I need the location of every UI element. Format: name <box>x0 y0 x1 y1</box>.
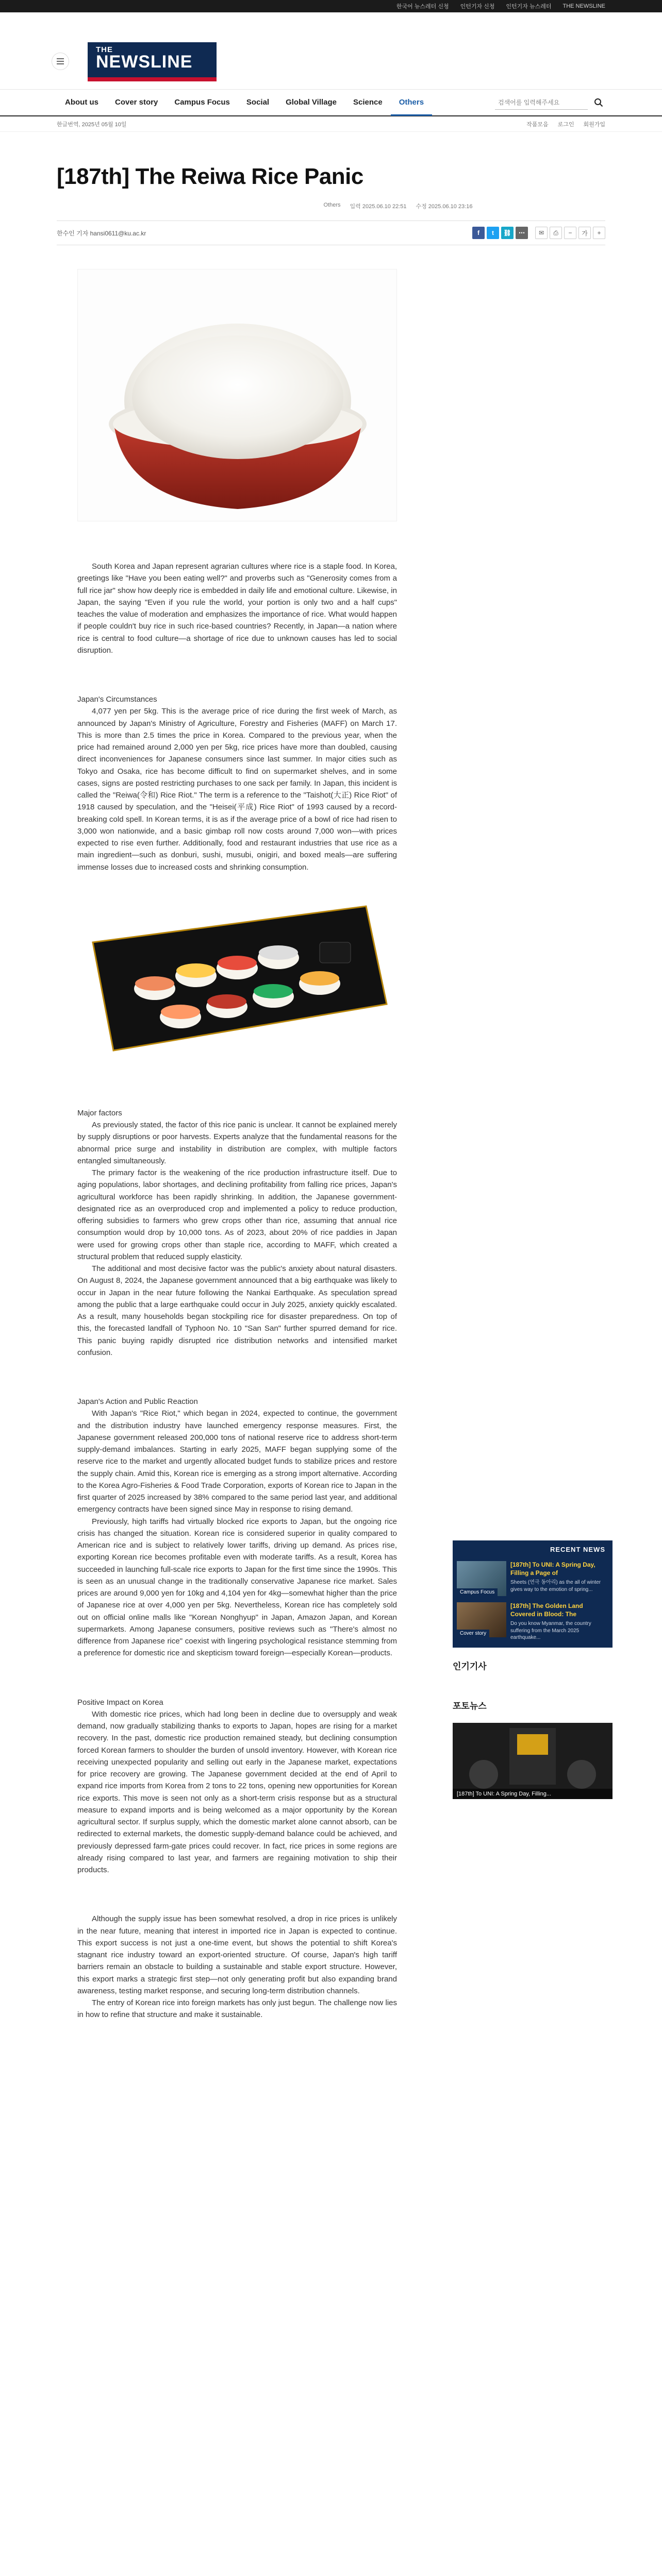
paragraph-action-2: Previously, high tariffs had virtually blocked rice exports to Japan, but the ongoing rice crisis has changed the situation. Korean rice is considered superior in quality compared to American rice and is subject to relatively lower tariffs, driving up demand. As prices rise, exporting Korean rice becomes profitable even with moderate tariffs. As a result, Korea has succeeded in launching full-scale rice exports to Japan for the first time since the 1990s. This is seen as an unusual change in the traditionally conservative Japanese rice market. Sales prices are around 9,000 yen for 10kg and 4,104 yen for 4kg—somewhat higher than the price of Japanese rice at over 4,000 yen per 5kg. Nevertheless, Korean rice has completely sold out on official online malls like "Korean Nonghyup" in Japan, Amazon Japan, and Korean supermarkets. Among Japanese consumers, positive reviews such as "There's almost no difference from Japanese rice" coexist with lingering psychological resistance stemming from a preference for domestic rice and skepticism toward foreign—especially Korean—products. <box>77 1517 397 1658</box>
topbar-link-newsletter-ko[interactable]: 한국어 뉴스레터 신청 <box>396 4 449 10</box>
hamburger-menu-button[interactable] <box>52 53 69 70</box>
recent-news-thumbnail <box>457 1602 506 1637</box>
paragraph-conclusion-2: The entry of Korean rice into foreign markets has only just begun. The challenge now lies in how to refine that structure and make it sustainable. <box>77 1998 397 2020</box>
popular-articles-heading: 인기기사 <box>453 1661 487 1671</box>
recent-news-desc: Sheets (연극 동아리) as the all of winter gives way to the emotion of spring... <box>510 1580 601 1592</box>
byline: 한수인 기자 hansi0611@ku.ac.kr <box>57 229 146 237</box>
twitter-share-icon[interactable]: t <box>487 227 499 239</box>
photo-news-caption: [187th] To UNI: A Spring Day, Filling... <box>453 1789 613 1799</box>
sushi-photo <box>77 886 397 1071</box>
share-toolbar <box>472 227 605 239</box>
hamburger-icon <box>57 58 64 64</box>
recent-news-title: [187th] The Golden Land Covered in Blood: The <box>510 1602 583 1618</box>
search-box <box>495 95 605 110</box>
paragraph-action-1: With Japan's "Rice Riot," which began in 2024, expected to continue, the government and the distribution industry have launched emergency response measures. First, the Japanese government released 200,000 tons of national reserve rice to address short-term supply-demand imbalances. Starting in early 2025, MAFF began supplying some of the reserve rice to the market and urgently allocated budget funds to stabilize prices and restore the supply chain. Amid this, Korean rice is emerging as a strong import alternative. According to the Korea Agro-Fisheries & Food Trade Corporation, exports of Korean rice to Japan in the first quarter of 2025 increased by 38% compared to the same period last year, and additional emergency contracts have been signed since May in response to rising demand. <box>77 1409 397 1514</box>
nav-item-cover-story[interactable]: Cover story <box>115 98 158 107</box>
section-heading-action: Japan's Action and Public Reaction <box>77 1397 198 1406</box>
recent-news-item[interactable] <box>453 1558 613 1599</box>
topbar-link-intern-newsletter[interactable]: 인턴기자 뉴스레터 <box>506 4 552 10</box>
section-heading-circumstances: Japan's Circumstances <box>77 695 157 704</box>
section-heading-factors: Major factors <box>77 1108 122 1117</box>
photo-news-heading: 포토뉴스 <box>453 1701 487 1711</box>
subbar-link-works[interactable]: 작품모음 <box>526 121 549 128</box>
meta-updated: 수정 2025.06.10 23:16 <box>416 204 473 210</box>
paragraph-factors-3: The additional and most decisive factor was the public's anxiety about natural disasters. On August 8, 2024, the Japanese government announced that a big earthquake was likely to occur in Japan in the near future following the Nankai Earthquake. As speculation spread among the public that a large earthquake could occur in July 2025, anxiety quickly escalated. As a result, many households began stockpiling rice for disaster preparedness. On top of this, the forecasted landfall of Typhoon No. 10 "San San" further spurred demand for rice. This panic buying rapidly disrupted rice distribution networks and intensified market confusion. <box>77 1264 397 1357</box>
section-heading-impact: Positive Impact on Korea <box>77 1698 163 1707</box>
font-decrease-icon[interactable]: − <box>564 227 576 239</box>
logo-red-bar <box>88 77 217 81</box>
site-header <box>0 12 662 90</box>
nav-item-science[interactable]: Science <box>353 98 383 107</box>
sub-bar <box>0 116 662 132</box>
nav-item-global-village[interactable]: Global Village <box>286 98 337 107</box>
paragraph-circumstances: 4,077 yen per 5kg. This is the average price of rice during the first week of March, as announced by Japan's Ministry of Agriculture, Forestry and Fisheries (MAFF) on March 17. This is more than 2.5 times the price in Korea. Compared to the previous year, when the price had remained around 2,000 yen per 5kg, rice prices have more than doubled, causing direct inconveniences for Japanese consumers since last summer. In major cities such as Tokyo and Osaka, rice has become difficult to find on supermarket shelves, and in some cases, signs are posted restricting purchases to one sack per family. In Japan, this incident is called the "Reiwa(令和) Rice Riot." The term is a reference to the "Taishot(大正) Rice Riot" of 1918 caused by speculation, and the "Heisei(平成) Rice Riot" of 1993 caused by a record-breaking cold spell. In Korean terms, it is as if the average price of a bowl of rice had risen to 3,000 won nationwide, and a basic gimbap roll now costs around 7,000 won—with prices expected to rise even further. Additionally, food and restaurant industries that use rice as a main ingredient—such as donburi, sushi, musubi, onigiri, and boxed meals—are suffering immense losses due to increased costs and shrinking consumption. <box>77 707 397 872</box>
nav-item-social[interactable]: Social <box>246 98 270 107</box>
recent-news-box <box>453 1540 613 1648</box>
recent-news-tag: Campus Focus <box>457 1588 498 1596</box>
logo-name: NEWSLINE <box>96 52 193 72</box>
paragraph-intro: South Korea and Japan represent agrarian cultures where rice is a staple food. In Korea, greetings like "Have you been eating well?" and proverbs such as "Generosity comes from a full rice jar" show how deeply rice is embedded in daily life and emotional culture. Likewise, in Japan, the saying "Even if you rule the world, your portion is only two and a half cups" teaches the value of moderation and emphasizes the importance of rice. What would happen if people couldn't buy rice in such rice-based countries? Recently, in Japan—a nation where rice is central to food culture—a shortage of rice due to unknown causes has led to social disruption. <box>77 562 397 655</box>
topbar-link-intern[interactable]: 인턴기자 신청 <box>460 4 495 10</box>
main-nav <box>0 90 662 116</box>
font-increase-icon[interactable]: + <box>593 227 605 239</box>
nav-item-campus-focus[interactable]: Campus Focus <box>174 98 230 107</box>
photo-news-image <box>453 1723 613 1799</box>
top-utility-bar <box>0 0 662 12</box>
font-size-icon[interactable]: 가 <box>578 227 591 239</box>
article-header <box>0 132 662 245</box>
article-meta <box>57 202 605 210</box>
more-share-icon[interactable]: ⋯ <box>516 227 528 239</box>
recent-news-header: RECENT NEWS <box>550 1545 605 1553</box>
recent-news-tag: Cover story <box>457 1630 489 1637</box>
meta-category[interactable]: Others <box>323 202 341 208</box>
byline-row <box>57 221 605 245</box>
search-icon[interactable] <box>592 96 605 109</box>
article-body <box>77 269 397 2021</box>
right-sidebar <box>453 1540 613 1799</box>
recent-news-title: [187th] To UNI: A Spring Day, Filling a Page of <box>510 1561 595 1577</box>
facebook-share-icon[interactable]: f <box>472 227 485 239</box>
logo-the: THE <box>96 45 113 54</box>
article-title: [187th] The Reiwa Rice Panic <box>57 164 363 189</box>
rice-bowl-photo <box>77 269 397 521</box>
rice-bowl-illustration <box>78 269 397 521</box>
recent-news-desc: Do you know Myanmar, the country suffering from the March 2025 earthquake... <box>510 1621 591 1641</box>
subbar-date: 한글번역, 2025년 05월 10일 <box>57 121 127 128</box>
topbar-link-newsline[interactable]: THE NEWSLINE <box>562 3 605 9</box>
search-input[interactable] <box>495 95 588 110</box>
recent-news-thumbnail <box>457 1561 506 1596</box>
site-logo[interactable] <box>88 42 217 81</box>
sushi-tray-illustration <box>77 886 397 1071</box>
bookmark-icon[interactable]: ✉ <box>535 227 548 239</box>
nav-item-others[interactable]: Others <box>391 89 432 116</box>
nav-item-about-us[interactable]: About us <box>65 98 98 107</box>
link-share-icon[interactable]: ⛓ <box>501 227 514 239</box>
paragraph-factors-2: The primary factor is the weakening of the rice production infrastructure itself. Due to aging populations, labor shortages, and declining profitability from falling rice prices, Japan's agricultural workforce has been rapidly shrinking. In addition, the Japanese government-designated rice as an overproduced crop and implemented a policy to reduce production, offering subsidies to farmers who grew crops other than rice, assuming that annual rice consumption would drop by 10,000 tons. As of 2023, about 20% of rice paddies in Japan were used for growing crops other than staple rice, according to MAFF, which created a structural problem that reduced supply elasticity. <box>77 1168 397 1261</box>
print-icon[interactable]: ⎙ <box>550 227 562 239</box>
paragraph-conclusion-1: Although the supply issue has been somewhat resolved, a drop in rice prices is unlikely in the near future, meaning that interest in imported rice in Japan is expected to continue. This export success is not just a one-time event, but shows the potential to shift Korea's stagnant rice industry toward an export-oriented structure. Of course, Japan's high tariff barriers remain an obstacle to building a sustainable and stable export structure. However, this export marks a strategic first step—not only generating profit but also expanding brand awareness, testing market response, and securing long-term distribution channels. <box>77 1914 397 1995</box>
subbar-link-signup[interactable]: 회원가입 <box>583 121 605 128</box>
recent-news-item[interactable] <box>453 1599 613 1645</box>
paragraph-factors-1: As previously stated, the factor of this rice panic is unclear. It cannot be explained merely by supply disruptions or poor harvests. Experts analyze that the fundamental reasons for the abnormal price surge and instability in distribution are complex, with multiple factors entangled simultaneously. <box>77 1121 397 1165</box>
photo-news-card[interactable] <box>453 1723 613 1799</box>
subbar-link-login[interactable]: 로그인 <box>557 121 574 128</box>
paragraph-impact: With domestic rice prices, which had long been in decline due to oversupply and weak demand, now gradually stabilizing thanks to exports to Japan, hopes are rising for a market recovery. In the past, domestic rice production remained steady, but declining consumption forced Korean farmers to shoulder the burden of unsold inventory. However, with Korean rice receiving unexpected popularity and selling out early in the Japanese market, expectations for price recovery are growing. The Japanese government decided at the end of April to expand rice imports from Korea from 2 tons to 22 tons, opening new opportunities for Korean rice exports. This move is seen not only as a short-term crisis response but as a structural measure to expand imports and is being welcomed as a major opportunity by the Korean agricultural sector. If surplus supply, which the domestic market alone cannot absorb, can be redirected to external markets, the domestic supply-demand balance could be achieved, and previously depressed farm-gate prices could recover. In fact, rice prices in some regions are already rising compared to last year, and farmers are regaining motivation to ship their products. <box>77 1709 397 1874</box>
meta-published: 입력 2025.06.10 22:51 <box>350 204 407 210</box>
